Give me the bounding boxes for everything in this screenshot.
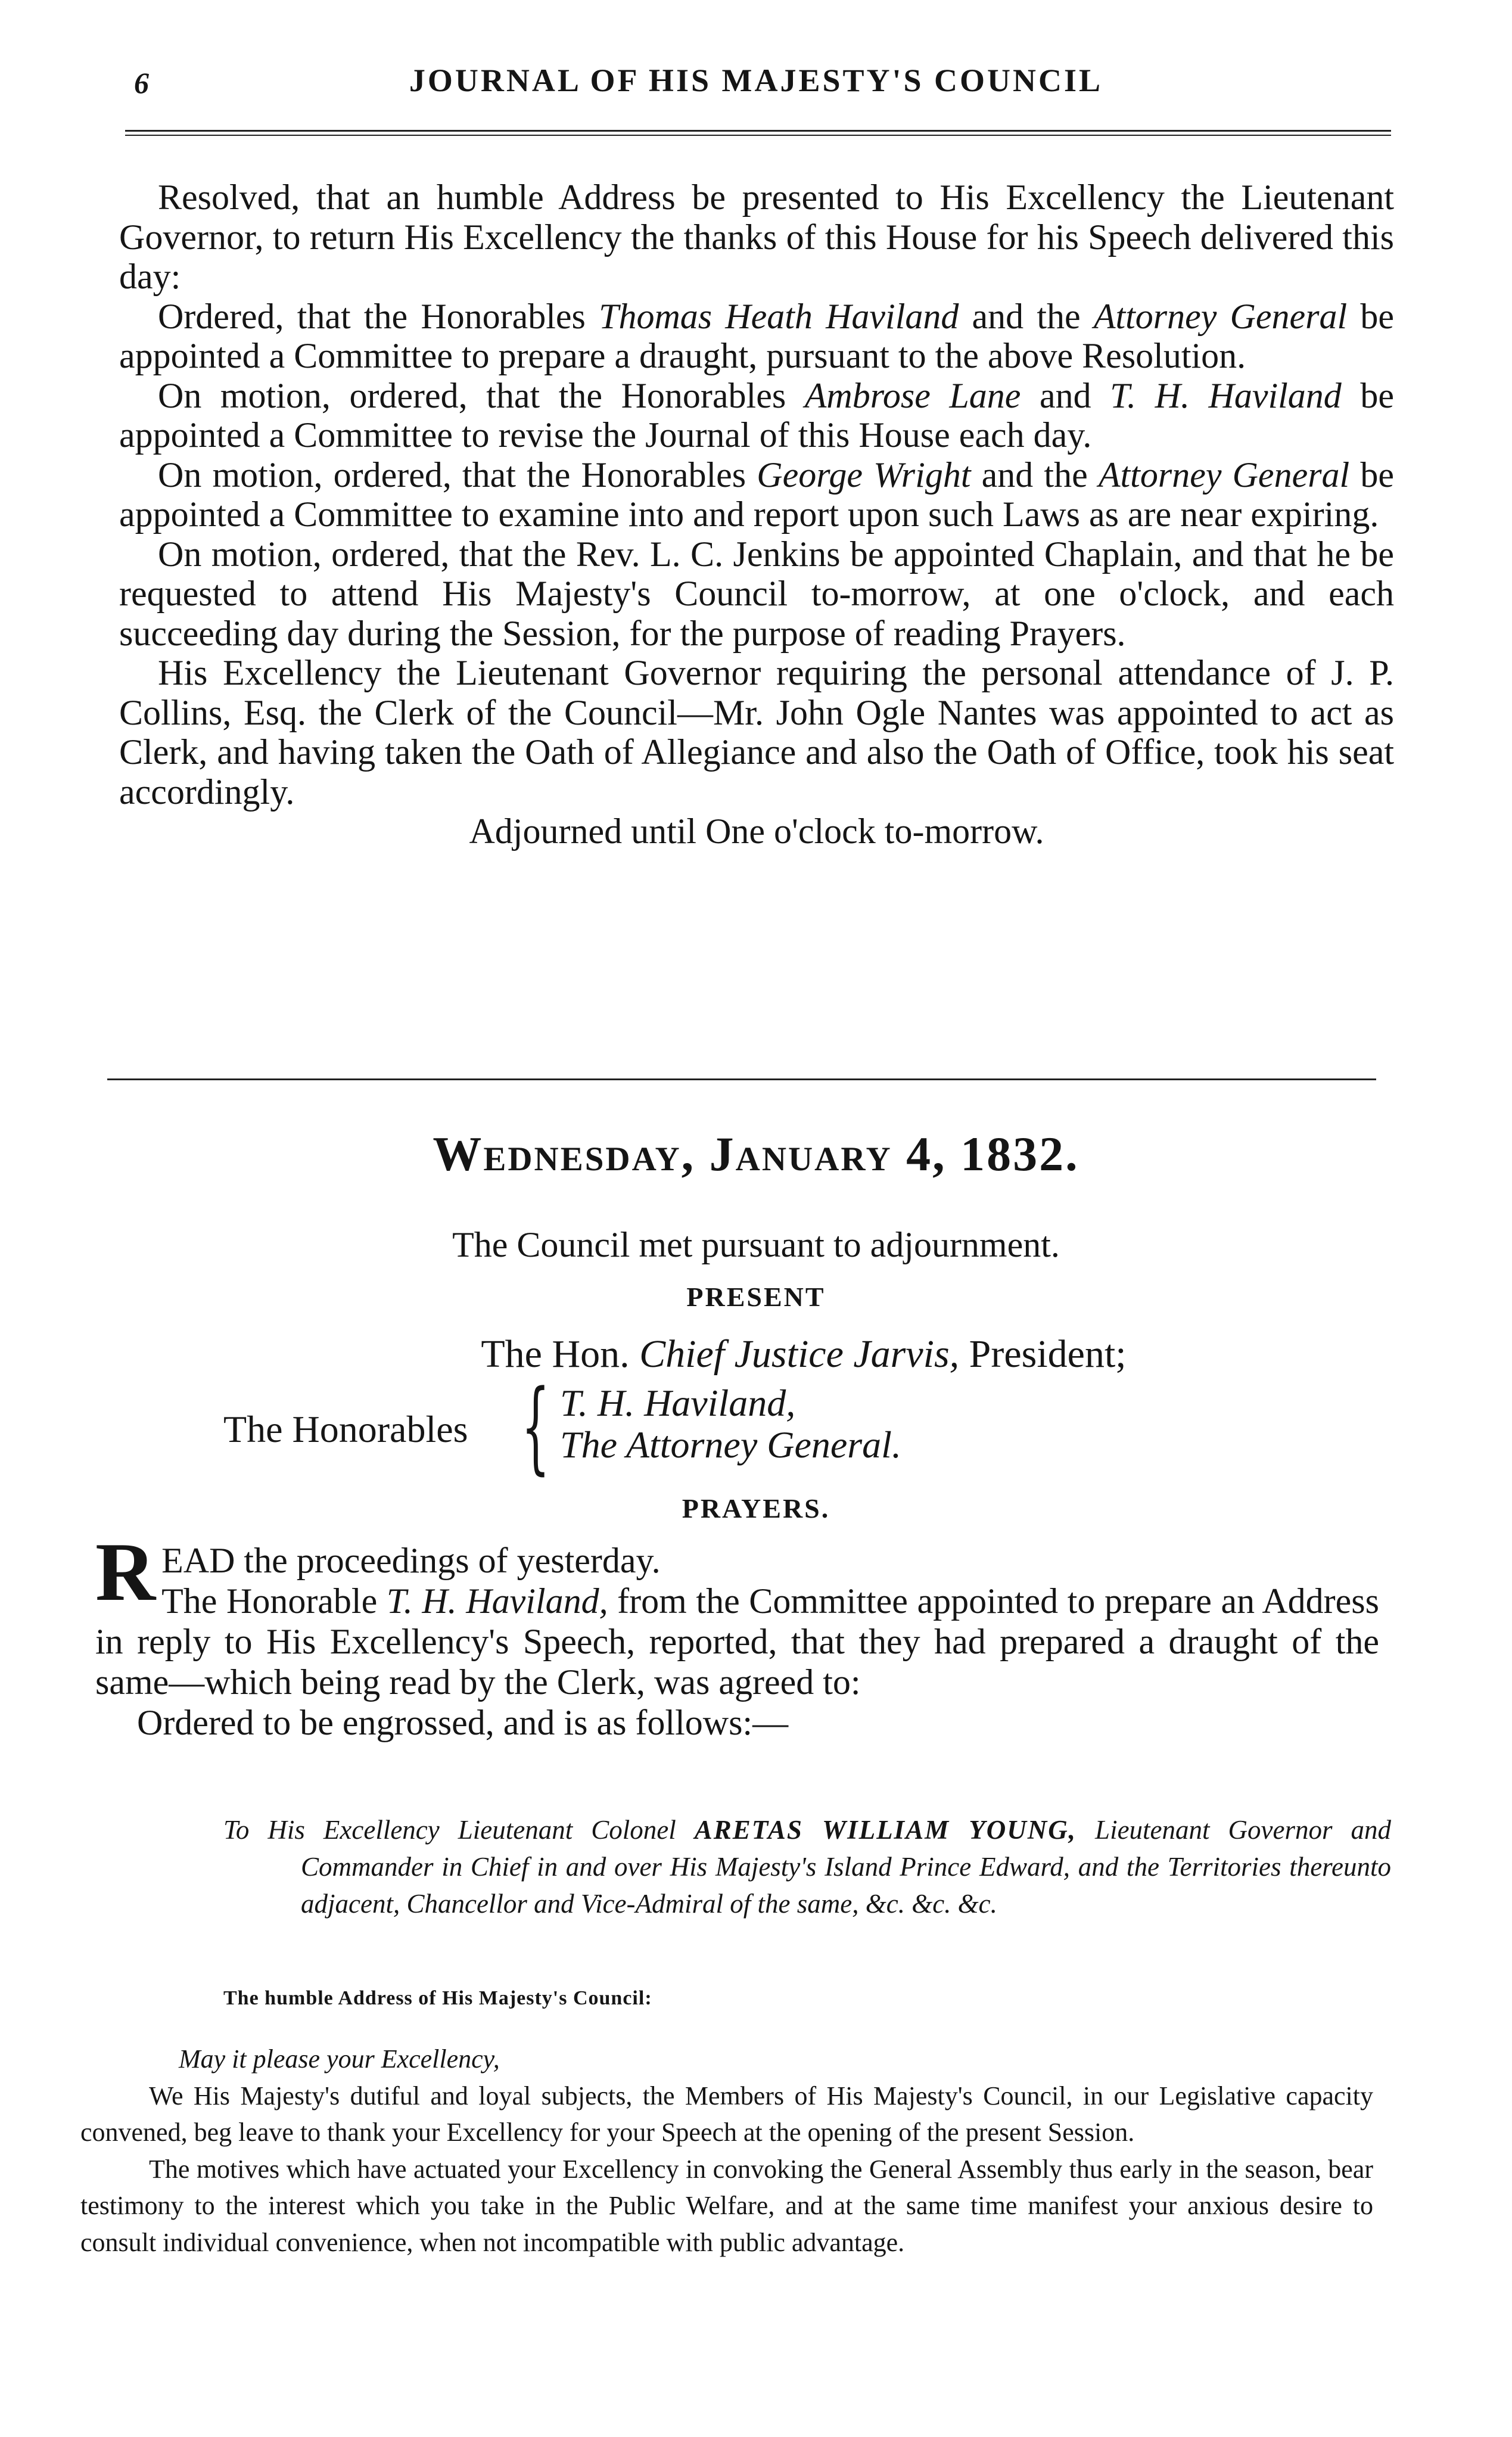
laws-committee-paragraph: On motion, ordered, that the Honorables George Wright and the Attorney General be appointed a Committee to examine into and report upon such Laws as are near expiring. — [119, 455, 1394, 534]
address-paragraph: The motives which have actuated your Excellency in convoking the General Assembly thus early in the season, bear testimony to the interest which you take in the Public Welfare, and at the same time manifest your anxious desire to consult individual convenience, when not incompatible with public advantage. — [80, 2154, 1373, 2257]
resolution-paragraph: Resolved, that an humble Address be presented to His Excellency the Lieutenant Governor, to return His Excellency the thanks of this House for his Speech delivered this day: — [119, 178, 1394, 296]
address-recipient: To His Excellency Lieutenant Colonel ARETAS WILLIAM YOUNG, Lieutenant Governor and Commander in Chief in and over His Majesty's Island Prince Edward, and the Territories thereunto adjacent, Chancellor and Vice-Admiral of the same, &c. &c. &c. — [223, 1815, 1392, 1919]
honorable-name: T. H. Haviland, — [560, 1382, 796, 1424]
page-number: 6 — [134, 66, 149, 100]
section-divider — [107, 1078, 1376, 1080]
chaplain-paragraph: On motion, ordered, that the Rev. L. C. Jenkins be appointed Chaplain, and that he be requested to attend His Majesty's Council to-morrow, at one o'clock, and each succeeding day during the Session, for the purpose of reading Prayers. — [119, 534, 1394, 653]
journal-committee-paragraph: On motion, ordered, that the Honorables Ambrose Lane and T. H. Haviland be appointed a Committee to revise the Journal of this House each day. — [119, 375, 1394, 455]
report-paragraph: The Honorable T. H. Haviland, from the Committee appointed to prepare an Address in reply to His Excellency's Speech, reported, that they had prepared a draught of the same—which being read by the Clerk, was agreed to: — [95, 1581, 1379, 1702]
brace-glyph: { — [521, 1368, 550, 1485]
journal-title: JOURNAL OF HIS MAJESTY'S COUNCIL — [409, 63, 1103, 98]
address-paragraph: We His Majesty's dutiful and loyal subjects, the Members of His Majesty's Council, in our Legislative capacity convened, beg leave to thank your Excellency for your Speech at the opening of the present Session. — [80, 2081, 1373, 2147]
drop-cap: R — [95, 1526, 154, 1618]
present-label: PRESENT — [686, 1282, 826, 1312]
honorables-block — [223, 1368, 1057, 1485]
day-heading: Wednesday, January 4, 1832. — [433, 1127, 1079, 1181]
honorables-names — [560, 1382, 901, 1466]
address-body — [80, 2041, 1373, 2261]
honorables-label: The Honorables — [223, 1408, 468, 1450]
proceedings-text — [119, 178, 1394, 851]
salutation: May it please your Excellency, — [179, 2044, 500, 2074]
honorable-name: The Attorney General. — [560, 1423, 901, 1466]
engrossed-paragraph: Ordered to be engrossed, and is as follows:— — [137, 1703, 789, 1742]
adjourned-line: Adjourned until One o'clock to-morrow. — [469, 812, 1044, 851]
read-paragraph: READ the proceedings of yesterday. — [95, 1526, 661, 1618]
running-header — [0, 60, 1512, 107]
prayers-label: PRAYERS. — [682, 1493, 830, 1524]
humble-address-title: The humble Address of His Majesty's Council: — [223, 1987, 652, 2009]
clerk-paragraph: His Excellency the Lieutenant Governor requiring the personal attendance of J. P. Collins, Esq. the Clerk of the Council—Mr. John Ogle Nantes was appointed to act as Clerk, and having taken the Oath of Allegiance and also the Oath of Office, took his seat accordingly. — [119, 653, 1394, 812]
header-rule — [125, 130, 1391, 136]
president-line: The Hon. Chief Justice Jarvis, President; — [481, 1332, 1127, 1376]
minutes-text — [95, 1526, 1379, 1743]
committee-order-paragraph: Ordered, that the Honorables Thomas Heath Haviland and the Attorney General be appointed a Committee to prepare a draught, pursuant to the above Resolution. — [119, 296, 1394, 375]
met-line: The Council met pursuant to adjournment. — [452, 1225, 1060, 1264]
